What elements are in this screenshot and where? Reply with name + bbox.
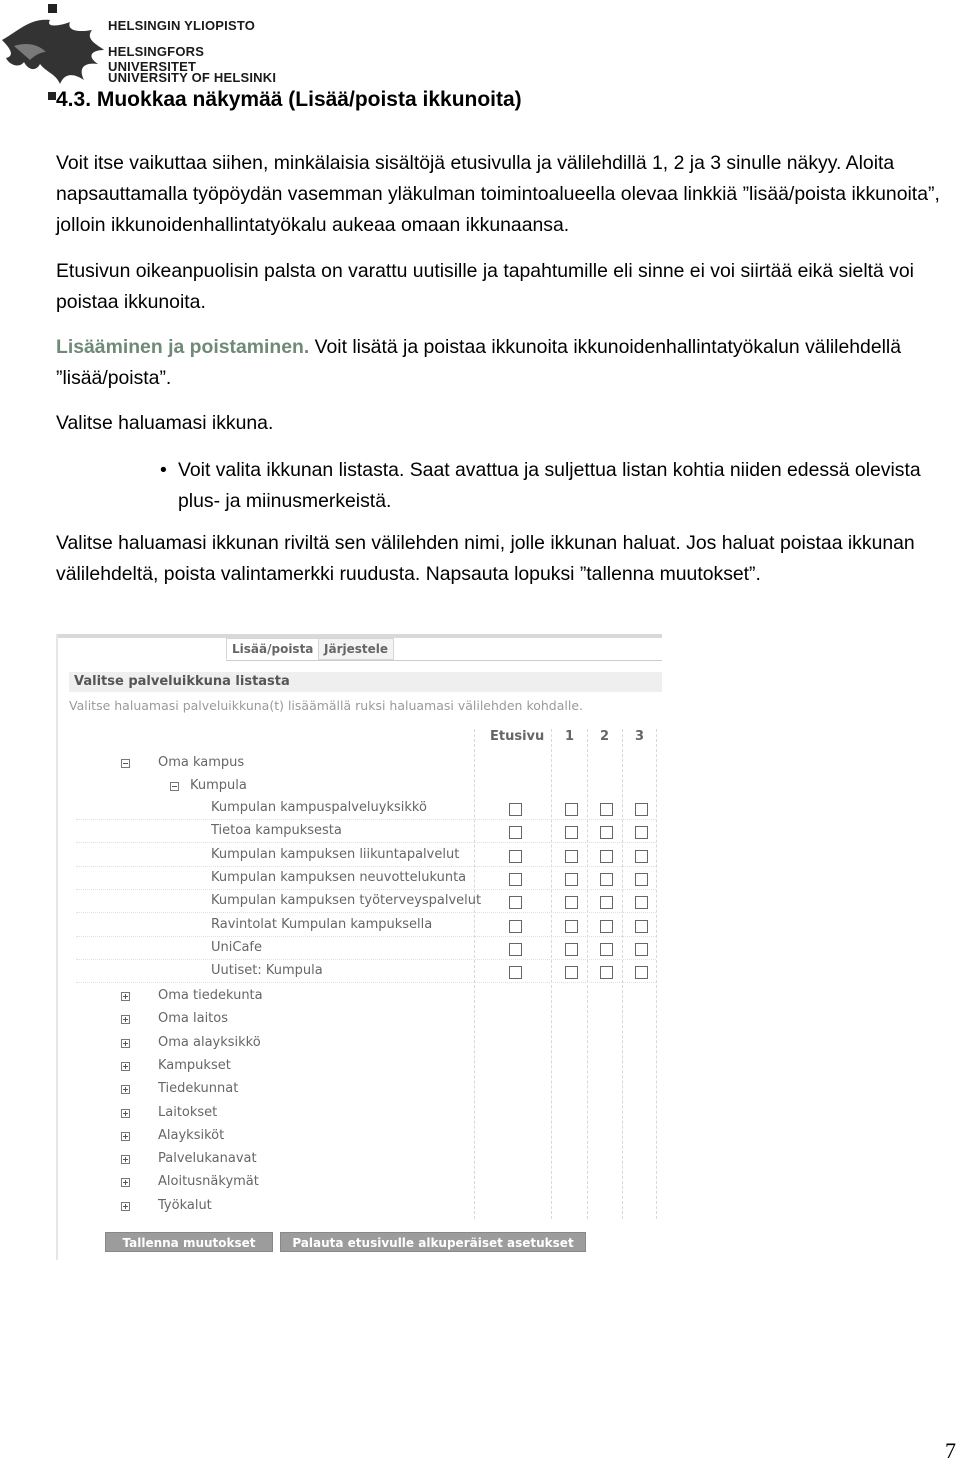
logo-text-fi: HELSINGIN YLIOPISTO	[108, 18, 256, 33]
checkbox-tab3[interactable]	[635, 826, 648, 839]
column-divider	[622, 729, 623, 1219]
column-header-etusivu: Etusivu	[490, 729, 545, 744]
tree-leaf-label[interactable]: Tietoa kampuksesta	[211, 823, 342, 839]
checkbox-etusivu[interactable]	[509, 896, 522, 909]
title-marker	[48, 92, 56, 100]
bullet-text: Voit valita ikkunan listasta. Saat avattua ja suljettua listan kohtia niiden edessä olevista plus- ja miinusmerkeistä.	[178, 459, 921, 512]
checkbox-tab1[interactable]	[565, 826, 578, 839]
expand-icon[interactable]	[121, 992, 130, 1001]
column-divider	[474, 729, 475, 1219]
tab-add-remove[interactable]: Lisää/poista	[226, 638, 319, 660]
checkbox-etusivu[interactable]	[509, 850, 522, 863]
checkbox-etusivu[interactable]	[509, 873, 522, 886]
checkbox-tab1[interactable]	[565, 966, 578, 979]
checkbox-tab2[interactable]	[600, 850, 613, 863]
section-title: 4.3. Muokkaa näkymää (Lisää/poista ikkunoita)	[56, 88, 522, 111]
tree-leaf-label[interactable]: Kumpulan kampuspalveluyksikkö	[211, 800, 427, 815]
checkbox-tab2[interactable]	[600, 920, 613, 933]
paragraph-right-column: Etusivun oikeanpuolisin palsta on varattu uutisille ja tapahtumille eli sinne ei voi siirtää eikä sieltä voi poistaa ikkunoita.	[56, 260, 914, 313]
tree-collapsed-label[interactable]: Aloitusnäkymät	[158, 1174, 259, 1190]
checkbox-tab1[interactable]	[565, 803, 578, 816]
checkbox-etusivu[interactable]	[509, 826, 522, 839]
column-divider	[551, 729, 552, 1219]
tree-collapsed-label[interactable]: Oma laitos	[158, 1011, 229, 1027]
checkbox-tab2[interactable]	[600, 966, 613, 979]
tree-leaf-label[interactable]: Ravintolat Kumpulan kampuksella	[211, 916, 433, 932]
expand-icon[interactable]	[121, 1109, 130, 1118]
column-header-1: 1	[565, 729, 575, 744]
tab-arrange[interactable]: Järjestele	[318, 638, 394, 660]
bullet-icon: •	[160, 459, 167, 481]
column-header-3: 3	[635, 729, 645, 744]
checkbox-etusivu[interactable]	[509, 966, 522, 979]
save-changes-button[interactable]: Tallenna muutokset	[105, 1232, 273, 1252]
tree-collapsed-label[interactable]: Kampukset	[158, 1057, 231, 1073]
tree-root-label[interactable]: Oma kampus	[158, 755, 245, 770]
panel-title: Valitse palveluikkuna listasta	[69, 672, 662, 692]
reset-defaults-button[interactable]: Palauta etusivulle alkuperäiset asetukset	[280, 1232, 586, 1252]
left-border	[56, 634, 58, 1260]
row-divider	[76, 889, 656, 890]
tree-collapsed-label[interactable]: Työkalut	[158, 1197, 212, 1213]
panel-description: Valitse haluamasi palveluikkuna(t) lisäämällä ruksi haluamasi välilehden kohdalle.	[69, 698, 584, 713]
tree-collapsed-label[interactable]: Palvelukanavat	[158, 1151, 257, 1167]
row-divider	[76, 866, 656, 867]
tree-leaf-label[interactable]: Uutiset: Kumpula	[211, 963, 323, 979]
column-divider	[587, 729, 588, 1219]
checkbox-etusivu[interactable]	[509, 920, 522, 933]
checkbox-tab3[interactable]	[635, 966, 648, 979]
checkbox-tab2[interactable]	[600, 826, 613, 839]
checkbox-tab1[interactable]	[565, 920, 578, 933]
expand-icon[interactable]	[121, 1015, 130, 1024]
expand-icon[interactable]	[121, 1178, 130, 1187]
university-logo	[0, 0, 290, 95]
logo-text-en: UNIVERSITY OF HELSINKI	[108, 70, 277, 85]
column-header-2: 2	[600, 729, 610, 744]
checkbox-tab3[interactable]	[635, 896, 648, 909]
checkbox-etusivu[interactable]	[509, 803, 522, 816]
row-divider	[76, 819, 656, 820]
logo-text-sv: HELSINGFORS UNIVERSITET	[108, 44, 205, 74]
expand-icon[interactable]	[121, 1132, 130, 1141]
checkbox-tab2[interactable]	[600, 896, 613, 909]
window-manager-screenshot	[56, 634, 662, 1264]
expand-icon[interactable]	[121, 1202, 130, 1211]
checkbox-tab1[interactable]	[565, 943, 578, 956]
expand-icon[interactable]	[121, 1062, 130, 1071]
tree-collapsed-label[interactable]: Oma alayksikkö	[158, 1034, 261, 1050]
tree-collapsed-label[interactable]: Alayksiköt	[158, 1127, 225, 1143]
expand-icon[interactable]	[121, 1155, 130, 1164]
checkbox-tab2[interactable]	[600, 943, 613, 956]
column-divider	[656, 729, 657, 1219]
tree-collapsed-label[interactable]: Laitokset	[158, 1104, 218, 1120]
paragraph-choose: Valitse haluamasi ikkuna.	[56, 412, 274, 434]
page-number: 7	[945, 1438, 956, 1463]
tree-leaf-label[interactable]: Kumpulan kampuksen liikuntapalvelut	[211, 846, 460, 862]
checkbox-tab2[interactable]	[600, 803, 613, 816]
tree-leaf-label[interactable]: Kumpulan kampuksen työterveyspalvelut	[211, 893, 482, 909]
tree-collapsed-label[interactable]: Oma tiedekunta	[158, 988, 263, 1003]
expand-icon[interactable]	[121, 1085, 130, 1094]
paragraph-select-tab: Valitse haluamasi ikkunan riviltä sen välilehden nimi, jolle ikkunan haluat. Jos haluat poistaa ikkunan välilehdeltä, poista valintamerkki ruudusta. Napsauta lopuksi ”tallenna muutokset”.	[56, 532, 915, 585]
checkbox-tab3[interactable]	[635, 873, 648, 886]
checkbox-tab3[interactable]	[635, 943, 648, 956]
checkbox-tab3[interactable]	[635, 803, 648, 816]
row-divider	[76, 959, 656, 960]
row-divider	[76, 982, 656, 983]
row-divider	[76, 842, 656, 843]
collapse-icon[interactable]	[121, 759, 130, 768]
tree-child-label[interactable]: Kumpula	[190, 778, 247, 793]
expand-icon[interactable]	[121, 1039, 130, 1048]
flame-logo-icon	[0, 0, 108, 95]
subheading-adding: Lisääminen ja poistaminen.	[56, 336, 310, 358]
collapse-icon[interactable]	[170, 782, 179, 791]
tree-collapsed-label[interactable]: Tiedekunnat	[158, 1081, 239, 1097]
checkbox-tab1[interactable]	[565, 873, 578, 886]
tree-leaf-label[interactable]: UniCafe	[211, 939, 262, 955]
row-divider	[76, 936, 656, 937]
checkbox-tab1[interactable]	[565, 896, 578, 909]
paragraph-adding-text: Voit lisätä ja poistaa ikkunoita ikkunoidenhallintatyökalun välilehdellä ”lisää/poista”.	[56, 336, 902, 389]
checkbox-tab3[interactable]	[635, 920, 648, 933]
paragraph-adding	[56, 332, 960, 394]
checkbox-tab1[interactable]	[565, 850, 578, 863]
checkbox-etusivu[interactable]	[509, 943, 522, 956]
checkbox-tab3[interactable]	[635, 850, 648, 863]
paragraph-intro: Voit itse vaikuttaa siihen, minkälaisia sisältöjä etusivulla ja välilehdillä 1, 2 ja 3 sinulle näkyy. Aloita napsauttamalla työpöydän vasemman yläkulman toimintoalueella olevaa linkkiä ”lisää/poista ikkunoita”, jolloin ikkunoidenhallintatyökalu aukeaa omaan ikkunaansa.	[56, 152, 940, 236]
checkbox-tab2[interactable]	[600, 873, 613, 886]
tree-leaf-label[interactable]: Kumpulan kampuksen neuvottelukunta	[211, 869, 467, 885]
row-divider	[76, 912, 656, 913]
